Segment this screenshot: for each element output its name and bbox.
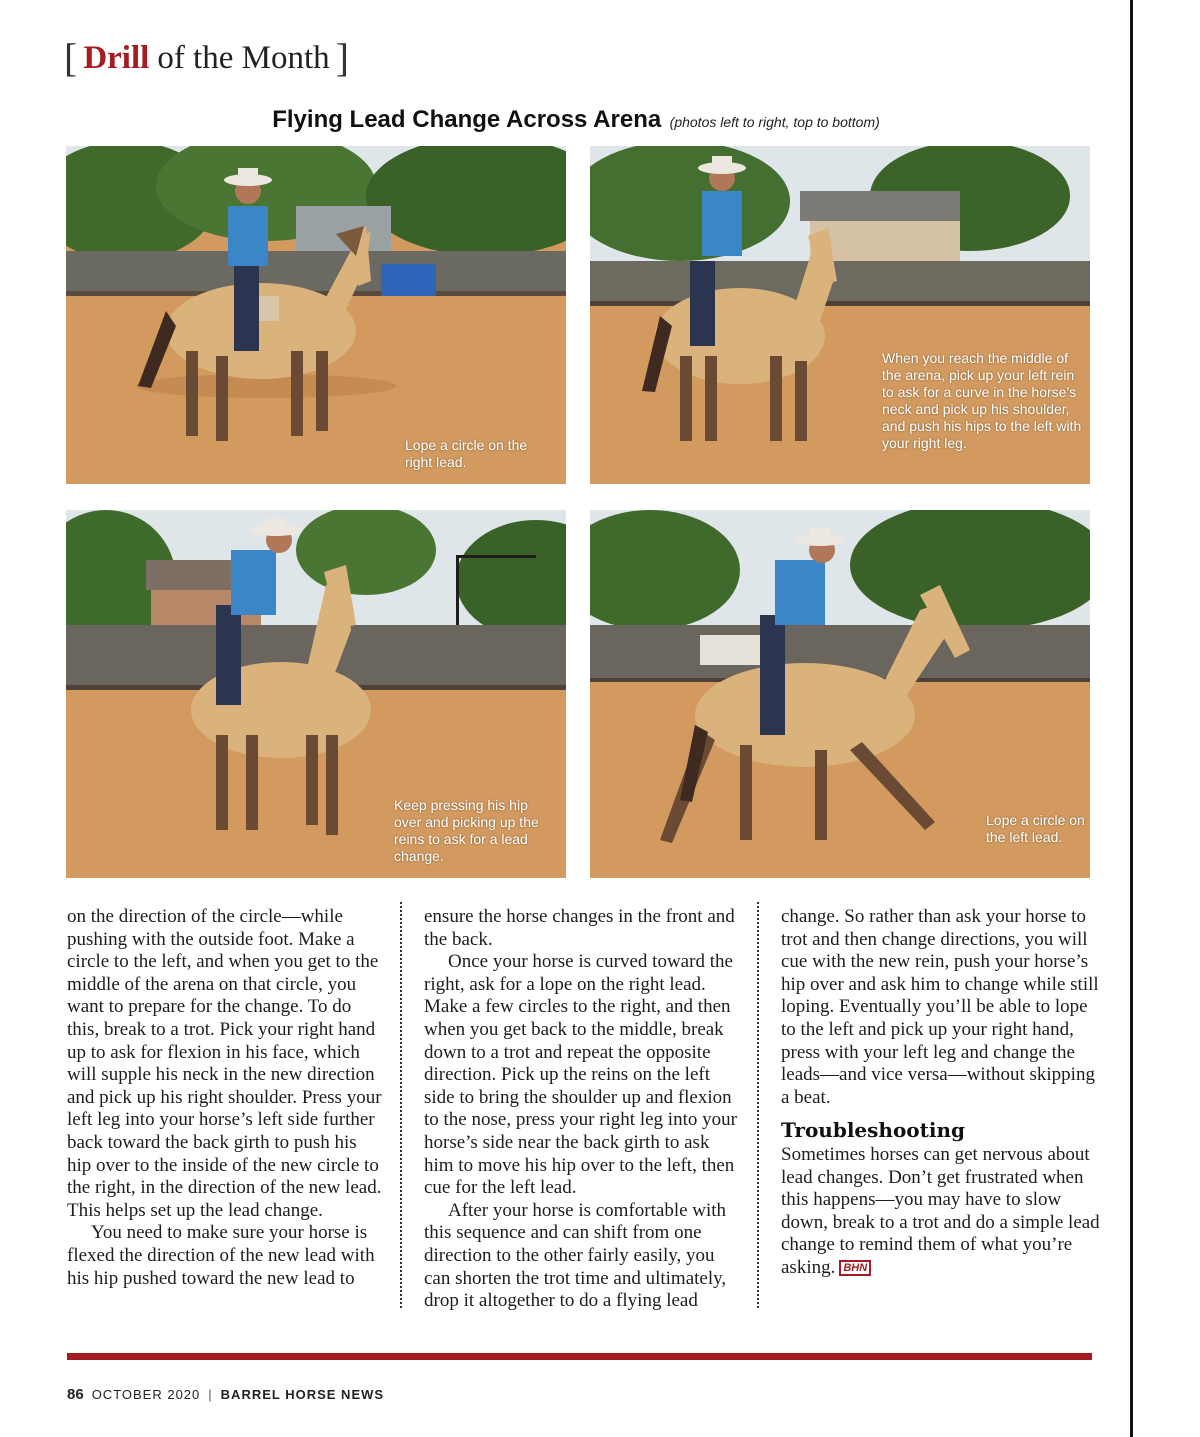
troubleshooting-heading: Troubleshooting — [781, 1118, 965, 1143]
article-column-1 — [67, 906, 385, 1290]
page-footer — [67, 1386, 384, 1403]
figure-title-main: Flying Lead Change Across Arena — [272, 106, 662, 133]
bracket-close: ] — [335, 35, 349, 80]
photo-2-caption: When you reach the middle of the arena, pick up your left rein to ask for a curve in the horse’s neck and pick up his shoulder, and push his hips to the left with your right leg. — [882, 350, 1082, 451]
col2-paragraph-2: Once your horse is curved toward the right, ask for a lope on the right lead. Make a few circles to the right, and then when you get back to the middle, break down to a trot and repeat the opposite direction. Pick up the reins on the left side to bring the shoulder up and flexion to the nose, press your right leg into your horse’s side near the back girth to ask him to move his hip over to the left, then cue for the left lead. — [424, 951, 737, 1199]
column-divider-2 — [757, 902, 759, 1308]
photo-4-caption: Lope a circle on the left lead. — [986, 812, 1085, 845]
figure-title-subtitle: (photos left to right, top to bottom) — [669, 114, 880, 130]
col2-paragraph-3: After your horse is comfortable with this sequence and can shift from one direction to the other fairly easily, you can shorten the trot time and ultimately, drop it altogether to do a flying lead — [424, 1199, 727, 1312]
col3-paragraph-2 — [781, 1144, 1101, 1280]
bracket-open: [ — [64, 35, 78, 80]
photo-1-lope-right-lead — [66, 146, 566, 484]
photo-1-caption: Lope a circle on the right lead. — [405, 437, 528, 470]
photo-2-pick-up-left-rein — [590, 146, 1090, 484]
footer-rule — [67, 1353, 1092, 1360]
issue-date: OCTOBER 2020 — [91, 1387, 201, 1402]
col2-paragraph-1: ensure the horse changes in the front and the back. — [424, 906, 735, 950]
photo-4-lope-left-lead — [590, 510, 1090, 878]
photo-3-press-hip-over — [66, 510, 566, 878]
article-column-3 — [781, 906, 1101, 1280]
col3-paragraph-1: change. So rather than ask your horse to trot and then change directions, you will cue with the new rein, push your horse’s hip over and ask him to change while still loping. Eventually you’ll be able to lope to the left and pick up your right hand, press with your left leg and change the leads—and vice versa—without skipping a beat. — [781, 906, 1099, 1108]
page-edge-rule — [1130, 0, 1133, 1437]
col3-paragraph-2-text: Sometimes horses can get nervous about lead changes. Don’t get frustrated when this happens—you may have to slow down, break to a trot and do a simple lead change to remind them of what you’re asking. — [781, 1143, 1100, 1278]
col1-paragraph-2: You need to make sure your horse is flexed the direction of the new lead with his hip pushed toward the new lead to — [67, 1222, 375, 1289]
article-column-2 — [424, 906, 742, 1313]
magazine-name: BARREL HORSE NEWS — [220, 1387, 385, 1402]
bhn-end-mark-logo: BHN — [839, 1260, 871, 1276]
kicker-drill: Drill — [83, 39, 150, 76]
photo-3-caption: Keep pressing his hip over and picking up the reins to ask for a lead change. — [394, 797, 539, 864]
page-number: 86 — [67, 1386, 84, 1403]
kicker-of-the-month: of the Month — [157, 39, 330, 76]
figure-title — [0, 106, 1152, 134]
column-divider-1 — [400, 902, 402, 1308]
col1-paragraph-1: on the direction of the circle—while pushing with the outside foot. Make a circle to the left, and when you get to the middle of the arena on that circle, you want to prepare for the change. To do this, break to a trot. Pick your right hand up to ask for flexion in his face, which will supple his neck in the new direction and pick up his right shoulder. Press your left leg into your horse’s left side further back toward the back girth to push his hip over to the inside of the new circle to the right, in the direction of the new lead. This helps set up the lead change. — [67, 906, 382, 1221]
section-kicker — [64, 36, 349, 80]
photo-1-image — [66, 146, 566, 484]
footer-separator: | — [208, 1387, 213, 1402]
